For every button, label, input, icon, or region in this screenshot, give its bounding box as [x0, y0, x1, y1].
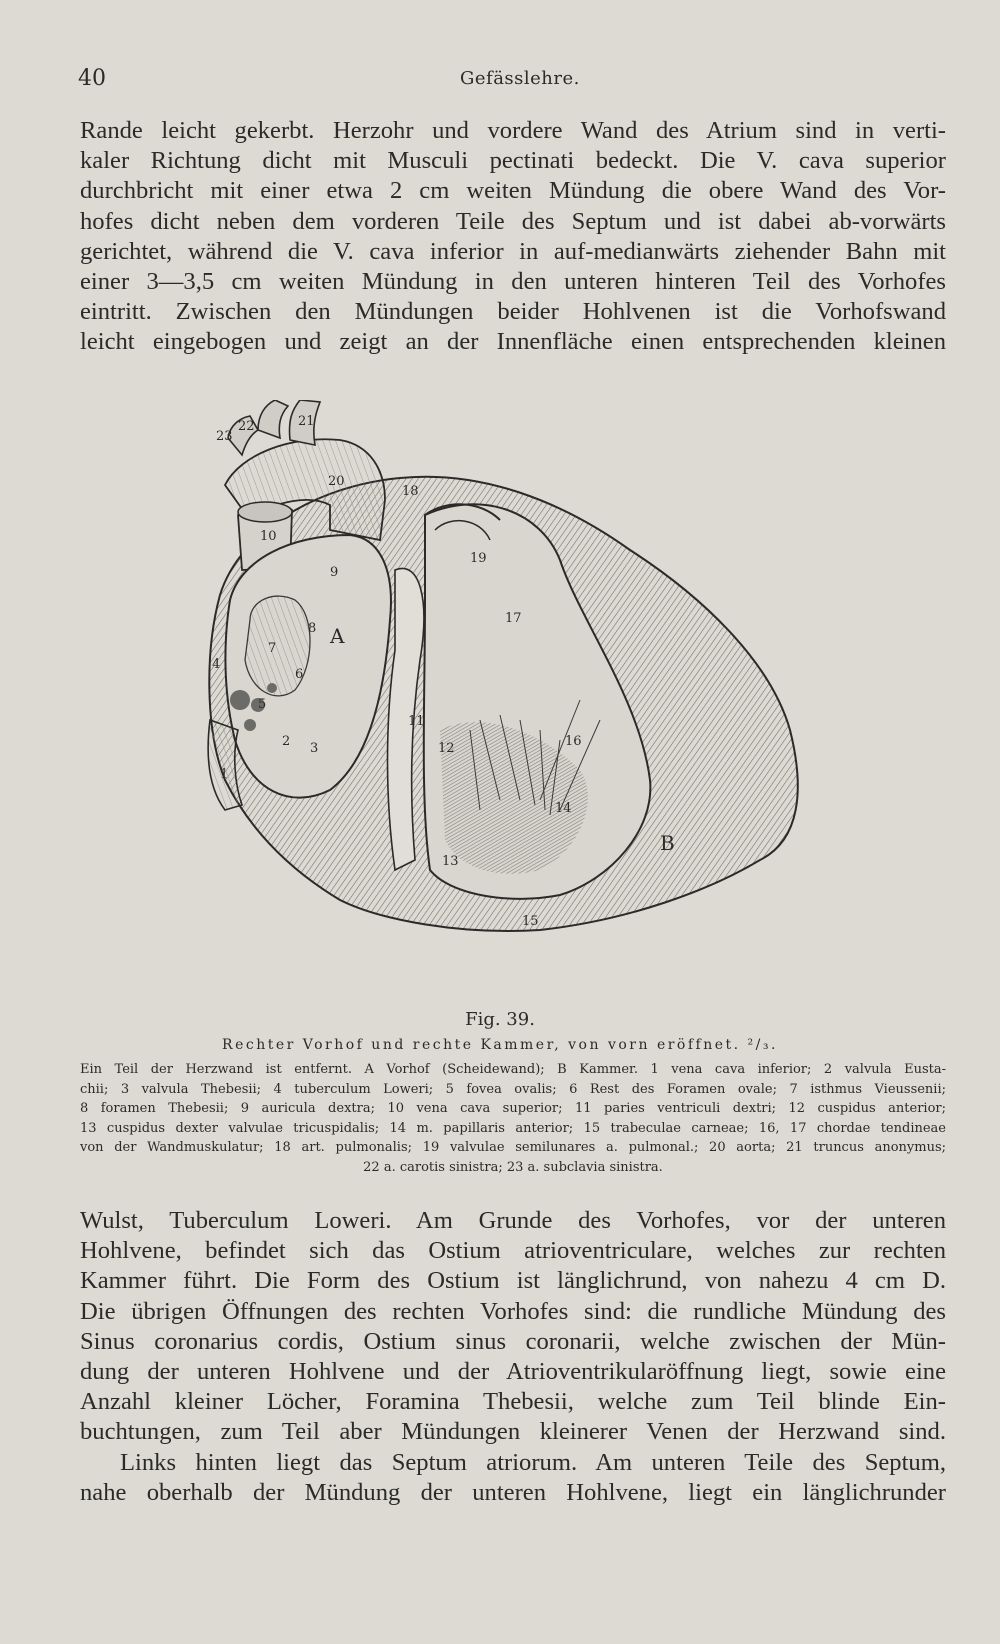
svg-text:19: 19 — [470, 551, 487, 566]
text-line: Sinus coronarius cordis, Ostium sinus coronarii, welche zwischen der Mün- — [80, 1327, 946, 1355]
page-header — [78, 66, 950, 96]
text-line: kaler Richtung dicht mit Musculi pectinati bedeckt. Die V. cava superior — [80, 147, 946, 175]
svg-text:10: 10 — [260, 529, 277, 544]
svg-text:13: 13 — [442, 854, 459, 869]
text-line: dung der unteren Hohlvene und der Atrioventrikularöffnung liegt, sowie eine — [80, 1358, 946, 1386]
text-line: Hohlvene, befindet sich das Ostium atrioventriculare, welches zur rechten — [80, 1237, 946, 1265]
svg-text:4: 4 — [212, 657, 221, 672]
carotis-sinistra — [258, 400, 288, 438]
svg-text:21: 21 — [298, 414, 315, 429]
text-line: gerichtet, während die V. cava inferior in auf-medianwärts ziehender Bahn mit — [80, 237, 946, 265]
running-title: Gefässlehre. — [460, 68, 580, 89]
caption-line: 22 a. carotis sinistra; 23 a. subclavia sinistra. — [363, 1159, 663, 1175]
text-line: Anzahl kleiner Löcher, Foramina Thebesii, welche zum Teil blinde Ein- — [80, 1388, 946, 1416]
figure-number: Fig. 39. — [465, 1009, 535, 1030]
text-line: Kammer führt. Die Form des Ostium ist länglichrund, von nahezu 4 cm D. — [80, 1267, 946, 1295]
text-line: Links hinten liegt das Septum atriorum. Am unteren Teile des Septum, — [120, 1448, 946, 1476]
svg-text:16: 16 — [565, 734, 582, 749]
caption-line: 13 cuspidus dexter valvulae tricuspidalis; 14 m. papillaris anterior; 15 trabeculae carneae; 16, 17 chordae tendineae — [80, 1120, 946, 1136]
text-line: Rande leicht gekerbt. Herzohr und vordere Wand des Atrium sind in verti- — [80, 117, 946, 144]
caption-line: Ein Teil der Herzwand ist entfernt. A Vorhof (Scheidewand); B Kammer. 1 vena cava inferior; 2 valvula Eusta- — [80, 1062, 946, 1077]
svg-text:18: 18 — [402, 484, 419, 499]
svg-text:22: 22 — [238, 419, 255, 434]
text-line: Wulst, Tuberculum Loweri. Am Grunde des Vorhofes, vor der unteren — [80, 1207, 946, 1234]
text-line: leicht eingebogen und zeigt an der Innenfläche einen entsprechenden kleinen — [80, 328, 946, 356]
svg-text:1: 1 — [220, 767, 229, 782]
bottom-paragraph — [80, 1206, 946, 1508]
heart-illustration — [180, 400, 820, 1000]
svg-text:3: 3 — [310, 741, 319, 756]
svg-text:B: B — [660, 831, 675, 855]
svg-text:2: 2 — [282, 734, 291, 749]
text-line: durchbricht mit einer etwa 2 cm weiten Mündung die obere Wand des Vor- — [80, 177, 946, 205]
svg-text:23: 23 — [216, 429, 233, 444]
svg-text:5: 5 — [258, 697, 267, 712]
text-line: Die übrigen Öffnungen des rechten Vorhofes sind: die rundliche Mündung des — [80, 1297, 946, 1325]
svg-text:9: 9 — [330, 565, 339, 580]
caption-line: chii; 3 valvula Thebesii; 4 tuberculum Loweri; 5 fovea ovalis; 6 Rest des Foramen ovale; 7 isthmus Vieussenii; — [80, 1081, 946, 1097]
svg-text:A: A — [330, 624, 345, 648]
text-line: hofes dicht neben dem vorderen Teile des Septum und ist dabei ab-vorwärts — [80, 207, 946, 235]
page-number: 40 — [78, 66, 106, 91]
svg-text:20: 20 — [328, 474, 345, 489]
svg-text:7: 7 — [268, 641, 277, 656]
svg-text:14: 14 — [555, 801, 572, 816]
svg-text:6: 6 — [295, 667, 304, 682]
top-paragraph — [80, 116, 946, 358]
svg-text:8: 8 — [308, 621, 317, 636]
svg-text:17: 17 — [505, 611, 522, 626]
svg-text:11: 11 — [408, 714, 425, 729]
figure-caption — [80, 1060, 946, 1177]
svg-text:15: 15 — [522, 914, 539, 929]
svg-text:12: 12 — [438, 741, 455, 756]
caption-line: von der Wandmuskulatur; 18 art. pulmonalis; 19 valvulae semilunares a. pulmonal.; 20 aorta; 21 truncus anonymus; — [80, 1140, 946, 1155]
heart-engraving — [180, 400, 820, 1000]
text-line: einer 3—3,5 cm weiten Mündung in den unteren hinteren Teil des Vorhofes — [80, 268, 946, 296]
text-line: buchtungen, zum Teil aber Mündungen kleinerer Venen der Herzwand sind. — [80, 1418, 946, 1446]
text-line: nahe oberhalb der Mündung der unteren Hohlvene, liegt ein länglichrunder — [80, 1478, 946, 1506]
figure-title: Rechter Vorhof und rechte Kammer, von vorn eröffnet. ²/₃. — [222, 1037, 778, 1053]
caption-line: 8 foramen Thebesii; 9 auricula dextra; 10 vena cava superior; 11 paries ventriculi dextri; 12 cuspidus anterior; — [80, 1101, 946, 1116]
text-line: eintritt. Zwischen den Mündungen beider Hohlvenen ist die Vorhofswand — [80, 298, 946, 326]
